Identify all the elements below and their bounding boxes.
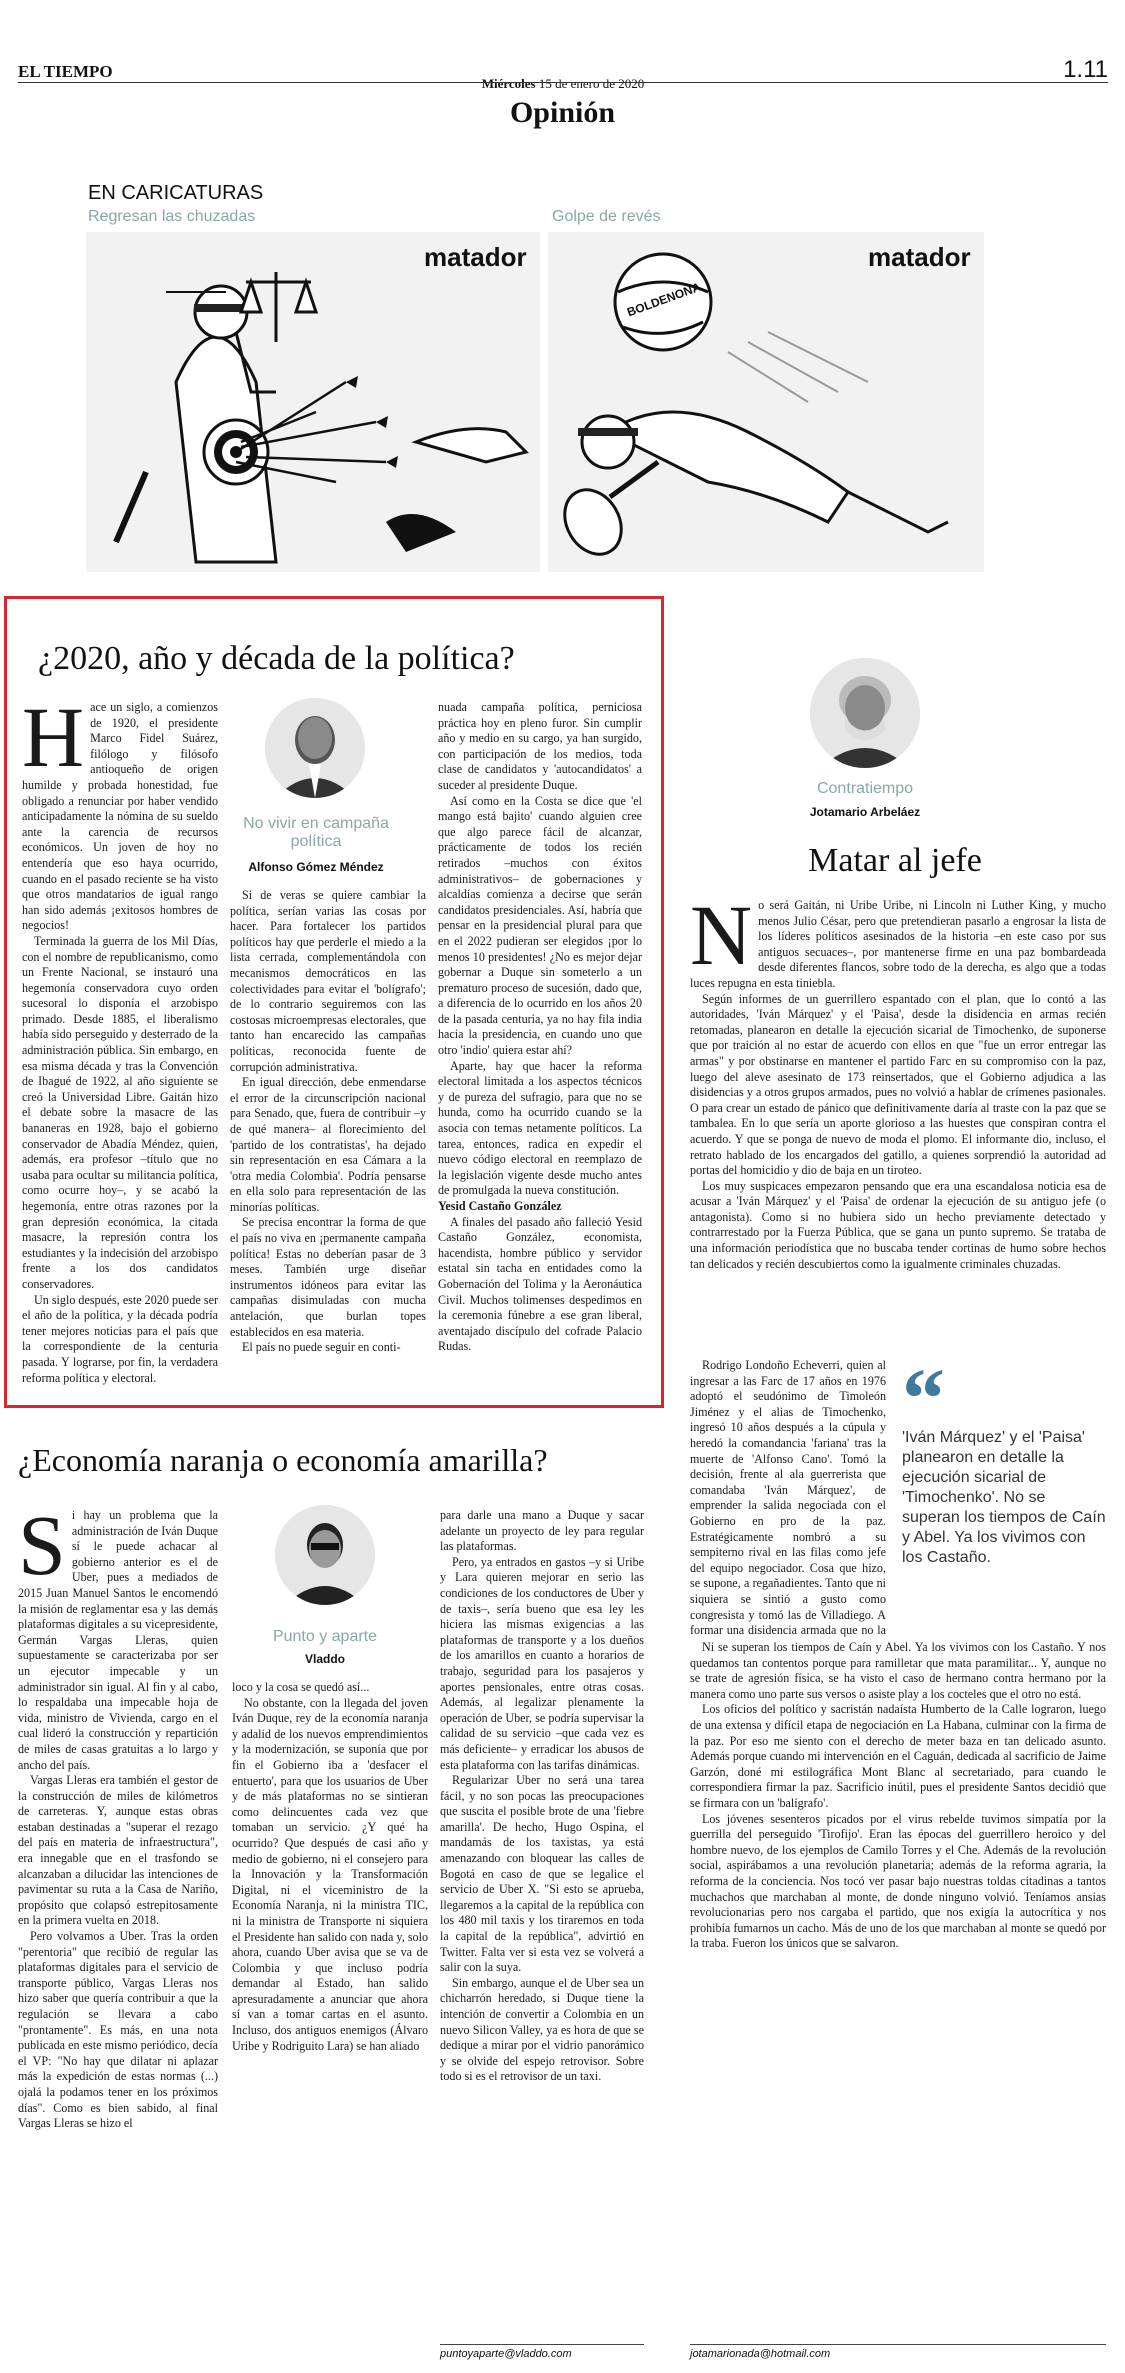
article3-column-bottom [690, 1640, 1106, 2338]
header-rule [18, 82, 1108, 83]
article3-para-2: Según informes de un guerrillero espantado con el plan, que lo contó a las autoridades, 'Iván Márquez' y el 'Paisa', desde la disidencia en armas recién retomadas, planearon en detalle la ejecución sicarial de Timochenko, de suponerse que por traición al no estar de acuerdo con ellos en que "fue un error entregar las armas" y por obstinarse en mantener el partido Farc en su compromiso con la paz, luego del aleve asesinato de 173 reinsertados, que el Gobierno adjudica a las disidencias y a otros grupos armados, pues no volvió a hablar de crímenes pasionales. O para crear un estado de pánico que definitivamente daría al traste con la paz que se tambalea. En lo que sería un aporte glorioso a las huestes que conspiran contra el acuerdo. Y que se ponga de nuevo de moda el plomo. El informante dio, incluso, el retrato hablado de los encargados del gatillo, a quienes sorprendió la autoridad ad portas del homicidio y dio de baja en un tiroteo. [690, 991, 1106, 1178]
article1-column-2 [230, 888, 426, 1400]
cartoon-right-brand: matador [868, 242, 971, 272]
article2-footer-rule [440, 2344, 644, 2345]
article1-para-2: Terminada la guerra de los Mil Días, con el nombre de republicanismo, como un Frente Nacional, se instauró una hegemonía conservadora cuyo orden sucesoral lo disponía el arzobispo primado. Desde 1885, el liberalismo había sido perseguido y desterrado de la administración pública. Sin embargo, en esa misma década y tras la Convención de Ibagué de 1922, al año siguiente se creó la Universidad Libre. Gaitán hizo el debate sobre la masacre de las bananeras en 1928, bajo el gobierno conservador de Abadía Méndez, quien, además, era profesor –título que no usaba para ocultar su militancia política, como ocurre hoy–, y se acabó la hegemonía, entre otras razones por la gran depresión económica, la citada masacre, la represión contra los estudiantes y la indecisión del arzobispo frente a los dos candidatos conservadores. [22, 933, 218, 1291]
date-rest: 15 de enero de 2020 [538, 76, 645, 91]
article3-para-7: Los jóvenes sesenteros picados por el virus rebelde tuvimos simpatía por la guerrilla del perseguido 'Tirofijo'. Eran las épocas del guerrillero heroico y del hombre nuevo, de los ejemplos de Camilo Torres y el Che. Además de la revolución social, aspirábamos a una revolución planetaria; además de la reforma agraria, la reforma de la conciencia. Nos tocó ver pasar bajo nuestras toldas citadinas a tantos muchachos que marchaban al monte, de donde ninguno volvió. Teníamos ansias revolucionarias pero nos cargaba el partido, que nos exigía la autocrítica y nos prohibía fumarnos un cacho. Más de uno de los que marchaban al monte se quedó por la traba. Fueron los únicos que se salvaron. [690, 1811, 1106, 1951]
article3-title: Matar al jefe [808, 842, 982, 879]
article2-para-1: i hay un problema que la administración de Iván Duque sí le puede achacar al gobierno anterior es el de Uber, pues a mediados de 2015 Juan Manuel Santos le encomendó la misión de reglamentar esa y las demás plataformas digitales a su vicepresidente, Germán Vargas Lleras, quien supuestamente se caracterizaba por ser un ejecutor impecable y un administrador sin igual. Al fin y al cabo, lo respaldaba una impecable hoja de vida, ministro de Vivienda, cargo en el cual lideró la construcción y repartición de miles de casas gratuitas a lo largo y ancho del país. [18, 1508, 218, 1772]
article2-dropcap: S [18, 1508, 66, 1593]
article1-para-1: ace un siglo, a comienzos de 1920, el presidente Marco Fidel Suárez, filólogo y filósofo antioqueño de origen humilde y probada honestidad, fue obligado a renunciar por haber vendido anticipadamente la nómina de su sueldo ante la carencia de recursos económicos. Un joven de hoy no entendería que eso haya ocurrido, cuando en el pasado reciente se ha visto que otros mandatarios de igual rango han sido además ¡exitosos hombres de negocios! [22, 700, 218, 933]
article3-footer-rule [690, 2344, 1106, 2345]
article2-para-5: No obstante, con la llegada del joven Iván Duque, rey de la economía naranja y adalid de los nuevos emprendimientos y la modernización, se suponía que por fin el Gobierno iba a 'desfacer el entuerto', para que los usuarios de Uber y de más plataformas no se sintieran como delincuentes cada vez que tomaban un servicio. ¿Y qué ha ocurrido? Que después de casi año y medio de gobierno, ni el consejero para la Innovación y la Transformación Digital, ni el viceministro de la Economía Naranja, ni la ministra TIC, ni la ministra de Transporte ni siquiera el Presidente han salido con nada y, solo ahora, cuando Uber avisa que se va de Colombia y que incluso podría demandar al Estado, han salido apresuradamente a anunciar que ahora sí van a tomar cartas en el asunto. Incluso, dos antiguos enemigos (Álvaro Uribe y Rodriguito Lara) se han aliado [232, 1695, 428, 2053]
article2-para-8: Regularizar Uber no será una tarea fácil, y no son pocas las preocupaciones que suscita el posible brote de una 'fiebre amarilla'. De hecho, Hugo Ospina, el mandamás de los taxistas, ya está amenazando con bloquear las calles de Bogotá en caso de que se legalice el servicio de Uber X. "Si esto se aprueba, llegaremos a la capital de la república con los 480 mil taxis y los tiraremos en toda la capital de la república", advirtió en Twitter. Falta ver si esta vez se volverá a salir con la suya. [440, 1773, 644, 1975]
article2-title: ¿Economía naranja o economía amarilla? [18, 1442, 548, 1478]
article1-author: Alfonso Gómez Méndez [248, 860, 384, 874]
article1-subhead: Yesid Castaño González [438, 1199, 562, 1213]
article2-column-1 [18, 1508, 218, 2358]
cartoons-heading: EN CARICATURAS [88, 182, 264, 204]
article1-column-1 [22, 700, 218, 1400]
cartoon-left-brand: matador [424, 242, 527, 272]
masthead [18, 56, 1108, 91]
article1-para-4: Si de veras se quiere cambiar la política, serían varias las cosas por hacer. Para fortalecer los partidos políticos hay que perderle el miedo a la lista cerrada, complementándola con mecanismos democráticos en las colectividades para evitar el 'bolígrafo'; de lo contrario seguiremos con las costosas microempresas electorales, que tanto han encarecido las campañas políticas, reconocida fuente de corrupción administrativa. [230, 888, 426, 1074]
article3-para-3: Los muy suspicaces empezaron pensando que era una escandalosa noticia esa de acusar a 'Iván Márquez' y el 'Paisa' de ordenar la ejecución de su antiguo jefe (o antagonista). Como si no hubiera sido un hecho previamente detectado y contrarrestado por la Fuerza Pública, que se gana un punto supremo. Se trataba de una información periodística que no buscaba tender cortinas de humo sobre hechos tan delicados y recién descubiertos como la igualmente criminales chuzadas. [690, 1178, 1106, 1271]
article2-para-4: loco y la cosa se quedó así... [232, 1680, 370, 1694]
author-photo-arbelaez [810, 658, 920, 768]
pull-quote-text: 'Iván Márquez' y el 'Paisa' planearon en detalle la ejecución sicarial de 'Timochenko'. No se superan los tiempos de Caín y Abel. Ya los vivimos con los Castaño. [902, 1429, 1106, 1566]
paper-name: EL TIEMPO [18, 62, 113, 81]
article1-para-7: El país no puede seguir en conti- [242, 1340, 401, 1355]
article1-para-10: Aparte, hay que hacer la reforma electoral limitada a los aspectos técnicos y de pureza del sufragio, para que no se hunda, como ha ocurrido cuando se la asocia con temas netamente políticos. La tarea, entonces, radica en expedir el nuevo código electoral en reemplazo de la legislación vigente desde mucho antes de promulgada la nueva constitución. [438, 1058, 642, 1198]
article1-column-3 [438, 700, 642, 1400]
cartoon-left [86, 232, 540, 572]
article1-column-name: No vivir en campaña política [243, 815, 389, 850]
article1-dropcap: H [22, 700, 85, 785]
article1-title: ¿2020, año y década de la política? [38, 640, 515, 677]
article1-para-9: Así como en la Costa se dice que 'el mango está bajito' cuando alguien cree que algo parece fácil de alcanzar, prácticamente de todos los recién retirados –muchos con éxitos administrativos– de gobernaciones y alcaldías comienza a decirse que serán candidatos presidenciales. Así, habría que pensar en la presidencial plural para que en el 2022 pudieran ser elegidos ¡por lo menos 10 presidentes! ¿No es mejor dejar gobernar a Duque sin someterlo a un prematuro proceso de sucesión, dado que, a diferencia de lo ocurrido en los años 20 de la pasada centuria, ya no hay fila india hacia la presidencia, en cuando uno que otro 'indio' quiera estar ahí? [438, 793, 642, 1058]
article1-para-3: Un siglo después, este 2020 puede ser el año de la política, y la década podría tener mejores noticias para el país que la correspondiente de la centuria pasada. Y lograrse, por fin, la verdadera reforma política y electoral. [22, 1292, 218, 1385]
article3-para-1: o será Gaitán, ni Uribe Uribe, ni Lincoln ni Luther King, y mucho menos Julio César, pero que pretendieran pasarlo a engrosar la lista de los líderes políticos asesinados de la historia –en este caso por sus antiguos secuaces–, por mantenerse firme en una paz bombardeada desde diferentes flancos, sobre todo de la derecha, es algo que a todas luces repugna en esta tiniebla. [690, 898, 1106, 990]
author-photo-vladdo [275, 1505, 375, 1605]
article1-para-6: Se precisa encontrar la forma de que el país no viva en ¡permanente campaña política! Estas no deberían pasar de 3 meses. También urge diseñar instrumentos idóneos para evitar las campañas disimuladas con mucha antelación, que burlan topes establecidos en esa materia. [230, 1215, 426, 1339]
pull-quote [902, 1350, 1106, 1568]
author-photo-gomez [265, 698, 365, 798]
article1-para-8: nuada campaña política, perniciosa práctica hoy en pleno furor. Sin cumplir año y medio en su cargo, ya han surgido, con participación de los medios, toda clase de candidatos y 'autocandidatos' a suceder al presidente Duque. [438, 700, 642, 792]
cartoon-caption-left: Regresan las chuzadas [88, 208, 256, 225]
cartoon-caption-right: Golpe de revés [552, 208, 661, 225]
article2-column-name: Punto y aparte [272, 1628, 378, 1645]
article3-para-4: Rodrigo Londoño Echeverri, quien al ingresar a las Farc de 17 años en 1976 adoptó el seudónimo de Timoleón Jiménez y el alias de Timochenko, ingresó 10 años después a la cúpula y heredó la comandancia 'fariana' tras la muerte de 'Alfonso Cano'. Tomó la decisión, frente al ala guerrerista que comandaba 'Iván Márquez', de emprender la salida negociada con el Gobierno en pro de la paz. Estratégicamente nombró a su sempiterno rival en las filas como jefe del equipo negociador. Cosa que hizo, se supone, a regañadientes. Tanto que ni siquiera se sintió a gusto como congresista y tomó las de Villadiego. A formar una disidencia armada que no la [690, 1358, 886, 1638]
article3-column-main [690, 898, 1106, 1358]
article2-para-2: Vargas Lleras era también el gestor de la construcción de miles de kilómetros de carreteras. Y, aunque estas obras estaban destinadas a "superar el rezago del país en materia de infraestructura", era innegable que en el trasfondo se alcanzaban a dilucidar las intenciones de pavimentar su ruta a la Casa de Nariño, propósito que colapsó estrepitosamente en la primera vuelta en 2018. [18, 1773, 218, 1928]
article2-column-2 [232, 1680, 428, 2340]
article3-footer-email[interactable]: jotamarionada@hotmail.com [690, 2348, 831, 2360]
justice-cartoon-drawing [86, 232, 540, 572]
article1-para-11: A finales del pasado año falleció Yesid Castaño González, economista, hacendista, hombre público y servidor estatal sin tacha en entidades como la Gobernación del Tolima y la Aeronáutica Civil. Muchos tolimenses despedimos en la ceremonia fúnebre a ese gran liberal, aventajado discípulo del cofrade Palacio Rudas. [438, 1214, 642, 1354]
cartoon-right [548, 232, 984, 572]
article2-para-6: para darle una mano a Duque y sacar adelante un proyecto de ley para regular las plataformas. [440, 1508, 644, 1554]
cartoon-right-ball-text: BOLDENONA [625, 279, 703, 320]
date-day: Miércoles [481, 76, 536, 91]
article3-dropcap: N [690, 898, 753, 983]
article2-footer-email[interactable]: puntoyaparte@vladdo.com [440, 2348, 572, 2360]
page-number: 1.11 [1063, 56, 1108, 83]
article2-para-9: Sin embargo, aunque el de Uber sea un chicharrón heredado, si Duque tiene la intención de convertir a Colombia en un nuevo Silicon Valley, ya es hora de que se dedique a mirar por el vidrio panorámico y se olvide del espejo retrovisor. Sobre todo si es el retrovisor de un taxi. [440, 1975, 644, 2084]
section-title: Opinión [509, 96, 616, 129]
article3-column-narrow [690, 1358, 886, 1640]
article2-author: Vladdo [304, 1652, 345, 1666]
quote-mark-icon: “ [902, 1350, 945, 1446]
article2-para-3: Pero volvamos a Uber. Tras la orden "perentoria" que recibió de regular las plataformas digitales para el servicio de transporte público, Vargas Lleras nos hizo saber que quería contribuir a que la regulación se llevara a cabo "prontamente". Es más, en una nota publicada en este mismo periódico, decía el VP: "No hay que dilatar ni aplazar más la expedición de estas normas (...) ojalá la podamos tener en los próximos días". Como es bien sabido, al final Vargas Lleras se hizo el [18, 1929, 218, 2131]
tennis-cartoon-drawing [548, 232, 984, 572]
article3-column-name: Contratiempo [816, 780, 914, 797]
article1-para-5: En igual dirección, debe enmendarse el error de la circunscripción nacional para Senado, que, fuera de contribuir –y de qué manera– al florecimiento del 'partido de los contratistas', ha dejado sin representación en esa Cámara a la 'otra media Colombia'. Podría pensarse en ella solo para representación de las minorías políticas. [230, 1075, 426, 1214]
article3-para-5: Ni se superan los tiempos de Caín y Abel. Ya los vivimos con los Castaño. Y nos quedamos tan contentos porque para ramilletar que mata paramilitar... Y, aunque no se trate de agresión física, se ha visto el caso de hermano contra hermano por la manera como uno parte sus versos o asiste play a los cocteles que el otro no está. [690, 1640, 1106, 1701]
page-date [18, 76, 1108, 92]
article2-para-7: Pero, ya entrados en gastos –y si Uribe y Lara quieren mejorar en serio las condiciones de los conductores de Uber y de taxis–, sería bueno que esa ley les hiciera las mismas exigencias a las plataformas de transporte y a los dueños de los amarillos en cuanto a horarios de trabajo, seguridad para los pasajeros y aportes pensionales, entre otras cosas. Además, al legalizar plenamente la operación de Uber, se podría supervisar la calidad de su servicio –que cada vez es más deficiente– y erradicar los abusos de esta plataforma con las tarifas dinámicas. [440, 1554, 644, 1772]
article3-para-6: Los oficios del político y sacristán nadaísta Humberto de la Calle lograron, luego de una extensa y difícil etapa de negociación en La Habana, culminar con la firma de la paz. Por eso me siento con el derecho de meter baza en tan delicado asunto. Además porque cuando mi intervención en el Caguán, dedicada al sacrificio de Jaime Garzón, doné mi estilográfica Mont Blanc al secretariado, para cuando le correspondiera firmar la paz. Sacrificio inútil, pues el presidente Santos decidió que se firmara con un 'balígrafo'. [690, 1702, 1106, 1810]
article2-column-3 [440, 1508, 644, 2338]
article3-author: Jotamario Arbeláez [809, 805, 921, 819]
